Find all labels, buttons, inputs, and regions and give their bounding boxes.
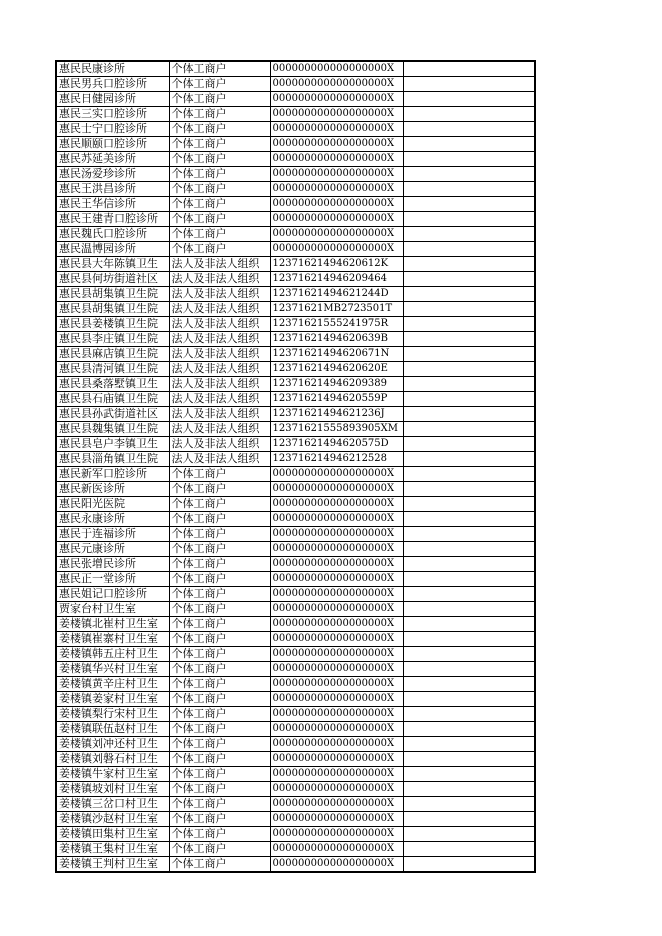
table-row xyxy=(56,257,535,272)
entity-name-cell[interactable]: 惠民士宁口腔诊所 xyxy=(56,122,169,137)
entity-name-cell[interactable]: 惠民男兵口腔诊所 xyxy=(56,77,169,92)
entity-name-cell[interactable]: 惠民王华信诊所 xyxy=(56,197,169,212)
credit-code-cell[interactable]: 000000000000000000X xyxy=(270,587,403,602)
entity-type-cell[interactable]: 个体工商户 xyxy=(169,782,270,797)
entity-type-cell[interactable]: 法人及非法人组织 xyxy=(169,437,270,452)
entity-type-cell[interactable]: 法人及非法人组织 xyxy=(169,287,270,302)
entity-name-cell[interactable]: 惠民县皂户李镇卫生 xyxy=(56,437,169,452)
entity-name-cell[interactable]: 惠民阳光医院 xyxy=(56,497,169,512)
table-row xyxy=(56,377,535,392)
credit-code-cell[interactable]: 000000000000000000X xyxy=(270,497,403,512)
entity-type-cell[interactable]: 个体工商户 xyxy=(169,527,270,542)
entity-type-cell[interactable]: 个体工商户 xyxy=(169,662,270,677)
entity-name-cell[interactable]: 惠民新军口腔诊所 xyxy=(56,467,169,482)
entity-type-cell[interactable]: 个体工商户 xyxy=(169,107,270,122)
table-row xyxy=(56,722,535,737)
entity-type-cell[interactable]: 个体工商户 xyxy=(169,707,270,722)
credit-code-cell[interactable]: 000000000000000000X xyxy=(270,857,403,873)
blank-cell[interactable] xyxy=(403,782,535,797)
credit-code-cell[interactable]: 000000000000000000X xyxy=(270,482,403,497)
table-row xyxy=(56,407,535,422)
table-row xyxy=(56,602,535,617)
table-row xyxy=(56,512,535,527)
blank-cell[interactable] xyxy=(403,182,535,197)
table-row xyxy=(56,61,535,77)
entity-name-cell[interactable]: 惠民县淄角镇卫生院 xyxy=(56,452,169,467)
credit-code-cell[interactable]: 000000000000000000X xyxy=(270,572,403,587)
blank-cell[interactable] xyxy=(403,737,535,752)
credit-code-cell[interactable]: 000000000000000000X xyxy=(270,797,403,812)
table-row xyxy=(56,92,535,107)
table-row xyxy=(56,587,535,602)
table-row xyxy=(56,287,535,302)
credit-code-cell[interactable]: 12371621555893905XM xyxy=(270,422,403,437)
credit-code-cell[interactable]: 123716214946209389 xyxy=(270,377,403,392)
entity-type-cell[interactable]: 法人及非法人组织 xyxy=(169,362,270,377)
entity-type-cell[interactable]: 个体工商户 xyxy=(169,542,270,557)
blank-cell[interactable] xyxy=(403,152,535,167)
entity-type-cell[interactable]: 个体工商户 xyxy=(169,152,270,167)
credit-code-cell[interactable]: 000000000000000000X xyxy=(270,812,403,827)
blank-cell[interactable] xyxy=(403,167,535,182)
entity-name-cell[interactable]: 惠民三实口腔诊所 xyxy=(56,107,169,122)
credit-code-cell[interactable]: 000000000000000000X xyxy=(270,737,403,752)
table-row xyxy=(56,152,535,167)
entity-type-cell[interactable]: 个体工商户 xyxy=(169,242,270,257)
entity-name-cell[interactable]: 惠民县石庙镇卫生院 xyxy=(56,392,169,407)
credit-code-cell[interactable]: 000000000000000000X xyxy=(270,122,403,137)
table-row xyxy=(56,182,535,197)
credit-code-cell[interactable]: 000000000000000000X xyxy=(270,782,403,797)
credit-code-cell[interactable]: 000000000000000000X xyxy=(270,707,403,722)
credit-code-cell[interactable]: 000000000000000000X xyxy=(270,227,403,242)
entity-name-cell[interactable]: 惠民王建青口腔诊所 xyxy=(56,212,169,227)
entity-type-cell[interactable]: 个体工商户 xyxy=(169,722,270,737)
entity-type-cell[interactable]: 法人及非法人组织 xyxy=(169,392,270,407)
credit-code-cell[interactable]: 000000000000000000X xyxy=(270,152,403,167)
table-row xyxy=(56,482,535,497)
credit-code-cell[interactable]: 000000000000000000X xyxy=(270,647,403,662)
credit-code-cell[interactable]: 12371621494621244D xyxy=(270,287,403,302)
credit-code-cell[interactable]: 000000000000000000X xyxy=(270,827,403,842)
table-row xyxy=(56,497,535,512)
blank-cell[interactable] xyxy=(403,197,535,212)
entity-name-cell[interactable]: 姜楼镇沙赵村卫生室 xyxy=(56,812,169,827)
blank-cell[interactable] xyxy=(403,647,535,662)
credit-code-cell[interactable]: 000000000000000000X xyxy=(270,542,403,557)
entity-type-cell[interactable]: 个体工商户 xyxy=(169,737,270,752)
blank-cell[interactable] xyxy=(403,617,535,632)
entity-name-cell[interactable]: 贾家台村卫生室 xyxy=(56,602,169,617)
blank-cell[interactable] xyxy=(403,317,535,332)
entity-name-cell[interactable]: 姜楼镇黄辛庄村卫生 xyxy=(56,677,169,692)
entity-type-cell[interactable]: 个体工商户 xyxy=(169,227,270,242)
credit-code-cell[interactable]: 12371621494620559P xyxy=(270,392,403,407)
blank-cell[interactable] xyxy=(403,812,535,827)
table-row xyxy=(56,347,535,362)
credit-code-cell[interactable]: 12371621494620575D xyxy=(270,437,403,452)
credit-code-cell[interactable]: 000000000000000000X xyxy=(270,107,403,122)
entity-type-cell[interactable]: 法人及非法人组织 xyxy=(169,332,270,347)
table-row xyxy=(56,842,535,857)
entity-type-cell[interactable]: 个体工商户 xyxy=(169,482,270,497)
entity-name-cell[interactable]: 惠民县大年陈镇卫生 xyxy=(56,257,169,272)
entity-name-cell[interactable]: 惠民张增民诊所 xyxy=(56,557,169,572)
entity-type-cell[interactable]: 个体工商户 xyxy=(169,587,270,602)
entity-type-cell[interactable]: 法人及非法人组织 xyxy=(169,452,270,467)
blank-cell[interactable] xyxy=(403,497,535,512)
blank-cell[interactable] xyxy=(403,137,535,152)
credit-code-cell[interactable]: 000000000000000000X xyxy=(270,167,403,182)
table-row xyxy=(56,317,535,332)
credit-code-cell[interactable]: 12371621494620639B xyxy=(270,332,403,347)
entity-name-cell[interactable]: 惠民县桑落墅镇卫生 xyxy=(56,377,169,392)
blank-cell[interactable] xyxy=(403,257,535,272)
blank-cell[interactable] xyxy=(403,407,535,422)
entity-type-cell[interactable]: 个体工商户 xyxy=(169,767,270,782)
credit-code-cell[interactable]: 000000000000000000X xyxy=(270,617,403,632)
table-row xyxy=(56,122,535,137)
credit-code-cell[interactable]: 12371621494620671N xyxy=(270,347,403,362)
blank-cell[interactable] xyxy=(403,377,535,392)
table-row xyxy=(56,677,535,692)
credit-code-cell[interactable]: 000000000000000000X xyxy=(270,242,403,257)
credit-code-cell[interactable]: 000000000000000000X xyxy=(270,752,403,767)
credit-code-cell[interactable]: 123716214946212528 xyxy=(270,452,403,467)
entity-name-cell[interactable]: 姜楼镇坡刘村卫生室 xyxy=(56,782,169,797)
entity-name-cell[interactable]: 惠民永康诊所 xyxy=(56,512,169,527)
credit-code-cell[interactable]: 000000000000000000X xyxy=(270,467,403,482)
blank-cell[interactable] xyxy=(403,707,535,722)
entity-type-cell[interactable]: 法人及非法人组织 xyxy=(169,317,270,332)
credit-code-cell[interactable]: 000000000000000000X xyxy=(270,512,403,527)
credit-code-cell[interactable]: 000000000000000000X xyxy=(270,767,403,782)
table-row xyxy=(56,167,535,182)
table-row xyxy=(56,392,535,407)
entity-type-cell[interactable]: 个体工商户 xyxy=(169,647,270,662)
credit-code-cell[interactable]: 12371621494620612K xyxy=(270,257,403,272)
table-row xyxy=(56,632,535,647)
credit-code-cell[interactable]: 000000000000000000X xyxy=(270,722,403,737)
entity-type-cell[interactable]: 法人及非法人组织 xyxy=(169,272,270,287)
credit-code-cell[interactable]: 000000000000000000X xyxy=(270,77,403,92)
table-row xyxy=(56,542,535,557)
credit-code-cell[interactable]: 123716214946209464 xyxy=(270,272,403,287)
entity-name-cell[interactable]: 惠民元康诊所 xyxy=(56,542,169,557)
entity-name-cell[interactable]: 惠民县姜楼镇卫生院 xyxy=(56,317,169,332)
credit-code-cell[interactable]: 000000000000000000X xyxy=(270,842,403,857)
entity-type-cell[interactable]: 个体工商户 xyxy=(169,557,270,572)
entity-type-cell[interactable]: 个体工商户 xyxy=(169,752,270,767)
entity-type-cell[interactable]: 个体工商户 xyxy=(169,677,270,692)
table-row xyxy=(56,332,535,347)
entity-name-cell[interactable]: 姜楼镇刘冲还村卫生 xyxy=(56,737,169,752)
entity-name-cell[interactable]: 姜楼镇韩五庄村卫生 xyxy=(56,647,169,662)
entity-type-cell[interactable]: 个体工商户 xyxy=(169,857,270,873)
entity-type-cell[interactable]: 个体工商户 xyxy=(169,212,270,227)
entity-name-cell[interactable]: 姜楼镇王集村卫生室 xyxy=(56,842,169,857)
blank-cell[interactable] xyxy=(403,212,535,227)
table-row xyxy=(56,692,535,707)
credit-code-cell[interactable]: 000000000000000000X xyxy=(270,632,403,647)
table-row xyxy=(56,827,535,842)
blank-cell[interactable] xyxy=(403,61,535,77)
blank-cell[interactable] xyxy=(403,242,535,257)
entity-name-cell[interactable]: 姜楼镇牛家村卫生室 xyxy=(56,767,169,782)
blank-cell[interactable] xyxy=(403,452,535,467)
blank-cell[interactable] xyxy=(403,92,535,107)
entity-name-cell[interactable]: 惠民县胡集镇卫生院 xyxy=(56,302,169,317)
entity-name-cell[interactable]: 惠民于连福诊所 xyxy=(56,527,169,542)
blank-cell[interactable] xyxy=(403,302,535,317)
table-row xyxy=(56,272,535,287)
entity-name-cell[interactable]: 惠民民康诊所 xyxy=(56,61,169,77)
entity-type-cell[interactable]: 个体工商户 xyxy=(169,77,270,92)
table-row xyxy=(56,737,535,752)
entity-name-cell[interactable]: 姜楼镇姜家村卫生室 xyxy=(56,692,169,707)
entity-name-cell[interactable]: 惠民新医诊所 xyxy=(56,482,169,497)
table-row xyxy=(56,767,535,782)
table-row xyxy=(56,467,535,482)
entity-type-cell[interactable]: 法人及非法人组织 xyxy=(169,407,270,422)
entity-name-cell[interactable]: 惠民王洪昌诊所 xyxy=(56,182,169,197)
entity-type-cell[interactable]: 个体工商户 xyxy=(169,467,270,482)
credit-code-cell[interactable]: 000000000000000000X xyxy=(270,137,403,152)
table-row xyxy=(56,707,535,722)
credit-code-cell[interactable]: 000000000000000000X xyxy=(270,92,403,107)
blank-cell[interactable] xyxy=(403,422,535,437)
table-row xyxy=(56,647,535,662)
entity-type-cell[interactable]: 个体工商户 xyxy=(169,197,270,212)
table-row xyxy=(56,212,535,227)
blank-cell[interactable] xyxy=(403,572,535,587)
entity-type-cell[interactable]: 个体工商户 xyxy=(169,692,270,707)
entity-type-cell[interactable]: 个体工商户 xyxy=(169,632,270,647)
blank-cell[interactable] xyxy=(403,332,535,347)
table-row xyxy=(56,527,535,542)
spreadsheet-body xyxy=(56,61,535,872)
credit-code-cell[interactable]: 000000000000000000X xyxy=(270,677,403,692)
spreadsheet-table xyxy=(55,60,536,873)
entity-name-cell[interactable]: 惠民县何坊街道社区 xyxy=(56,272,169,287)
table-row xyxy=(56,77,535,92)
table-row xyxy=(56,797,535,812)
credit-code-cell[interactable]: 12371621MB2723501T xyxy=(270,302,403,317)
blank-cell[interactable] xyxy=(403,632,535,647)
table-row xyxy=(56,242,535,257)
blank-cell[interactable] xyxy=(403,287,535,302)
entity-type-cell[interactable]: 个体工商户 xyxy=(169,512,270,527)
blank-cell[interactable] xyxy=(403,752,535,767)
entity-type-cell[interactable]: 个体工商户 xyxy=(169,827,270,842)
entity-type-cell[interactable]: 个体工商户 xyxy=(169,182,270,197)
blank-cell[interactable] xyxy=(403,527,535,542)
table-row xyxy=(56,617,535,632)
blank-cell[interactable] xyxy=(403,362,535,377)
entity-type-cell[interactable]: 个体工商户 xyxy=(169,617,270,632)
entity-name-cell[interactable]: 惠民县孙武街道社区 xyxy=(56,407,169,422)
entity-type-cell[interactable]: 法人及非法人组织 xyxy=(169,347,270,362)
blank-cell[interactable] xyxy=(403,857,535,873)
table-row xyxy=(56,302,535,317)
table-row xyxy=(56,227,535,242)
table-row xyxy=(56,557,535,572)
credit-code-cell[interactable]: 12371621555241975R xyxy=(270,317,403,332)
blank-cell[interactable] xyxy=(403,512,535,527)
entity-name-cell[interactable]: 姜楼镇三岔口村卫生 xyxy=(56,797,169,812)
table-row xyxy=(56,812,535,827)
blank-cell[interactable] xyxy=(403,542,535,557)
blank-cell[interactable] xyxy=(403,122,535,137)
blank-cell[interactable] xyxy=(403,392,535,407)
entity-type-cell[interactable]: 法人及非法人组织 xyxy=(169,377,270,392)
entity-name-cell[interactable]: 惠民顺颐口腔诊所 xyxy=(56,137,169,152)
table-row xyxy=(56,107,535,122)
blank-cell[interactable] xyxy=(403,557,535,572)
blank-cell[interactable] xyxy=(403,692,535,707)
entity-name-cell[interactable]: 姜楼镇北崔村卫生室 xyxy=(56,617,169,632)
entity-name-cell[interactable]: 姜楼镇刘磐石村卫生 xyxy=(56,752,169,767)
table-row xyxy=(56,452,535,467)
blank-cell[interactable] xyxy=(403,767,535,782)
entity-type-cell[interactable]: 个体工商户 xyxy=(169,122,270,137)
credit-code-cell[interactable]: 000000000000000000X xyxy=(270,662,403,677)
entity-type-cell[interactable]: 个体工商户 xyxy=(169,812,270,827)
credit-code-cell[interactable]: 12371621494620620E xyxy=(270,362,403,377)
blank-cell[interactable] xyxy=(403,467,535,482)
entity-type-cell[interactable]: 法人及非法人组织 xyxy=(169,422,270,437)
credit-code-cell[interactable]: 000000000000000000X xyxy=(270,197,403,212)
credit-code-cell[interactable]: 000000000000000000X xyxy=(270,212,403,227)
blank-cell[interactable] xyxy=(403,797,535,812)
entity-type-cell[interactable]: 个体工商户 xyxy=(169,602,270,617)
blank-cell[interactable] xyxy=(403,722,535,737)
table-row xyxy=(56,752,535,767)
blank-cell[interactable] xyxy=(403,827,535,842)
entity-name-cell[interactable]: 惠民县胡集镇卫生院 xyxy=(56,287,169,302)
blank-cell[interactable] xyxy=(403,347,535,362)
entity-type-cell[interactable]: 个体工商户 xyxy=(169,137,270,152)
entity-type-cell[interactable]: 个体工商户 xyxy=(169,61,270,77)
table-row xyxy=(56,662,535,677)
table-row xyxy=(56,137,535,152)
credit-code-cell[interactable]: 12371621494621236J xyxy=(270,407,403,422)
entity-name-cell[interactable]: 姜楼镇崔寨村卫生室 xyxy=(56,632,169,647)
credit-code-cell[interactable]: 000000000000000000X xyxy=(270,692,403,707)
entity-name-cell[interactable]: 惠民温博园诊所 xyxy=(56,242,169,257)
blank-cell[interactable] xyxy=(403,842,535,857)
table-row xyxy=(56,422,535,437)
entity-name-cell[interactable]: 姜楼镇王判村卫生室 xyxy=(56,857,169,873)
entity-type-cell[interactable]: 个体工商户 xyxy=(169,167,270,182)
blank-cell[interactable] xyxy=(403,602,535,617)
credit-code-cell[interactable]: 000000000000000000X xyxy=(270,602,403,617)
entity-name-cell[interactable]: 惠民正一堂诊所 xyxy=(56,572,169,587)
credit-code-cell[interactable]: 000000000000000000X xyxy=(270,61,403,77)
entity-type-cell[interactable]: 个体工商户 xyxy=(169,92,270,107)
entity-name-cell[interactable]: 惠民汤爱珍诊所 xyxy=(56,167,169,182)
entity-name-cell[interactable]: 惠民县魏集镇卫生院 xyxy=(56,422,169,437)
entity-name-cell[interactable]: 惠民日健园诊所 xyxy=(56,92,169,107)
entity-type-cell[interactable]: 个体工商户 xyxy=(169,797,270,812)
credit-code-cell[interactable]: 000000000000000000X xyxy=(270,527,403,542)
entity-name-cell[interactable]: 姜楼镇联伍赵村卫生 xyxy=(56,722,169,737)
blank-cell[interactable] xyxy=(403,227,535,242)
table-row xyxy=(56,857,535,873)
entity-name-cell[interactable]: 惠民苏延美诊所 xyxy=(56,152,169,167)
credit-code-cell[interactable]: 000000000000000000X xyxy=(270,557,403,572)
blank-cell[interactable] xyxy=(403,77,535,92)
table-row xyxy=(56,572,535,587)
blank-cell[interactable] xyxy=(403,587,535,602)
table-row xyxy=(56,362,535,377)
credit-code-cell[interactable]: 000000000000000000X xyxy=(270,182,403,197)
entity-type-cell[interactable]: 法人及非法人组织 xyxy=(169,302,270,317)
entity-type-cell[interactable]: 法人及非法人组织 xyxy=(169,257,270,272)
entity-name-cell[interactable]: 惠民县李庄镇卫生院 xyxy=(56,332,169,347)
blank-cell[interactable] xyxy=(403,482,535,497)
table-row xyxy=(56,437,535,452)
table-row xyxy=(56,197,535,212)
entity-type-cell[interactable]: 个体工商户 xyxy=(169,842,270,857)
entity-name-cell[interactable]: 惠民县清河镇卫生院 xyxy=(56,362,169,377)
blank-cell[interactable] xyxy=(403,662,535,677)
blank-cell[interactable] xyxy=(403,677,535,692)
entity-type-cell[interactable]: 个体工商户 xyxy=(169,497,270,512)
table-row xyxy=(56,782,535,797)
blank-cell[interactable] xyxy=(403,437,535,452)
entity-name-cell[interactable]: 惠民县麻店镇卫生院 xyxy=(56,347,169,362)
blank-cell[interactable] xyxy=(403,107,535,122)
entity-name-cell[interactable]: 姜楼镇田集村卫生室 xyxy=(56,827,169,842)
entity-name-cell[interactable]: 姜楼镇华兴村卫生室 xyxy=(56,662,169,677)
blank-cell[interactable] xyxy=(403,272,535,287)
entity-type-cell[interactable]: 个体工商户 xyxy=(169,572,270,587)
entity-name-cell[interactable]: 姜楼镇梨行宋村卫生 xyxy=(56,707,169,722)
entity-name-cell[interactable]: 惠民魏氏口腔诊所 xyxy=(56,227,169,242)
entity-name-cell[interactable]: 惠民姐记口腔诊所 xyxy=(56,587,169,602)
